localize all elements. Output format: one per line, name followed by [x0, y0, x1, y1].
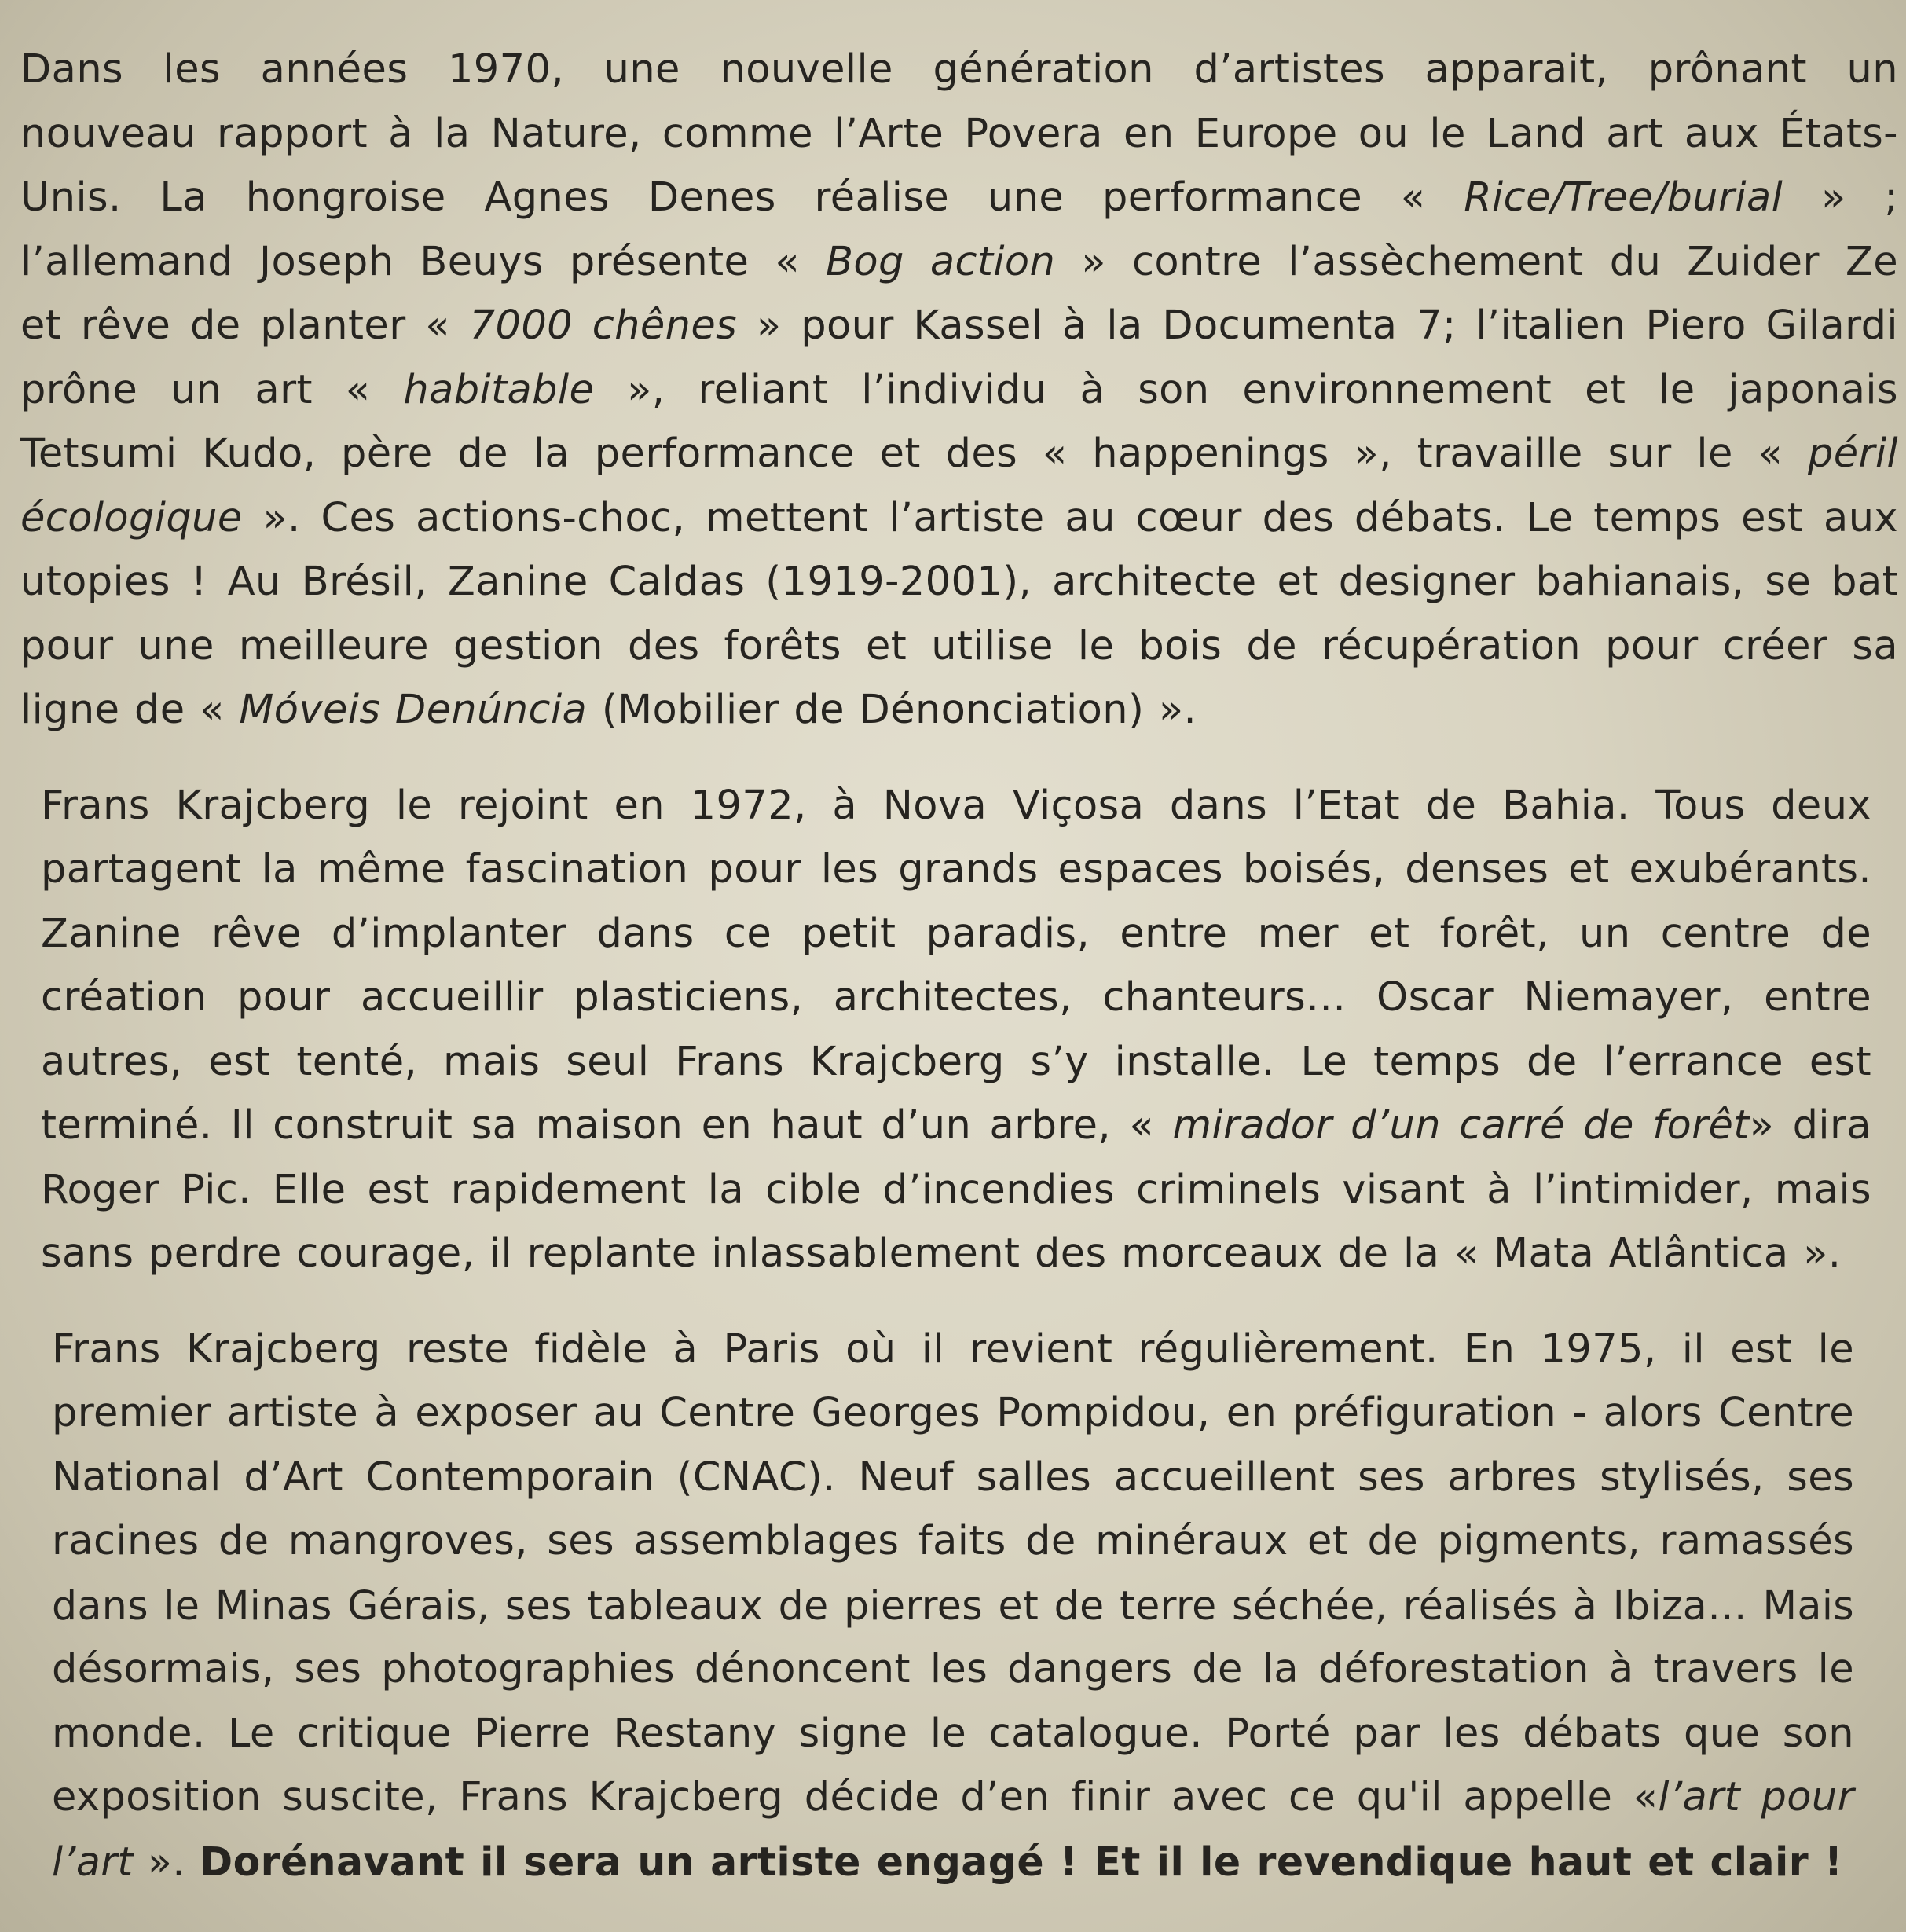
text-line: [20, 422, 1898, 486]
bold-phrase: Dorénavant il sera un artiste engagé ! Et il le revendique haut et clair !: [200, 1838, 1843, 1885]
italic-phrase: péril: [1807, 431, 1898, 477]
text-line: [41, 838, 1871, 902]
text-run: (Mobilier de Dénonciation) ».: [587, 687, 1197, 733]
text-line: [52, 1830, 1854, 1894]
text-line: [52, 1637, 1854, 1702]
text-run: partagent la même fascination pour les grands espaces boisés, denses et exubérants.: [41, 846, 1871, 893]
text-run: racines de mangroves, ses assemblages faits de minéraux et de pigments, ramassés: [52, 1518, 1854, 1564]
text-line: [52, 1318, 1854, 1382]
text-line: [20, 102, 1898, 167]
text-run: premier artiste à exposer au Centre Georges Pompidou, en préfiguration - alors Centre: [52, 1390, 1854, 1436]
text-run: prône un art «: [20, 366, 404, 413]
text-line: [20, 358, 1898, 423]
text-run: ». Ces actions-choc, mettent l’artiste au cœur des débats. Le temps est aux: [242, 494, 1898, 541]
italic-phrase: Rice/Tree/burial: [1464, 174, 1783, 221]
text-run: Roger Pic. Elle est rapidement la cible d’incendies criminels visant à l’intimider, mais: [41, 1166, 1871, 1213]
text-line: [41, 1094, 1871, 1158]
text-line: [20, 678, 1898, 742]
text-line: [20, 230, 1898, 295]
text-run: Frans Krajcberg le rejoint en 1972, à Nova Viçosa dans l’Etat de Bahia. Tous deux: [41, 782, 1871, 829]
text-line: [52, 1574, 1854, 1638]
text-line: [20, 166, 1898, 230]
text-run: pour une meilleure gestion des forêts et utilise le bois de récupération pour créer sa: [20, 622, 1898, 669]
text-run: Frans Krajcberg reste fidèle à Paris où il revient régulièrement. En 1975, il est le: [52, 1325, 1854, 1373]
text-line: [52, 1765, 1854, 1830]
text-line: [52, 1446, 1854, 1510]
text-run: autres, est tenté, mais seul Frans Krajcberg s’y installe. Le temps de l’errance est: [41, 1038, 1871, 1085]
text-line: [20, 614, 1898, 679]
italic-phrase: Bog action: [826, 238, 1056, 285]
text-run: création pour accueillir plasticiens, architectes, chanteurs… Oscar Niemayer, entre: [41, 974, 1871, 1021]
text-line: [52, 1381, 1854, 1446]
text-run: » pour Kassel à la Documenta 7; l’italien Piero Gilardi: [737, 302, 1898, 349]
text-run: l’allemand Joseph Beuys présente «: [20, 238, 827, 285]
text-line: [41, 902, 1871, 966]
text-line: [20, 294, 1898, 358]
text-line: [20, 550, 1898, 614]
text-run: National d’Art Contemporain (CNAC). Neuf salles accueillent ses arbres stylisés, ses: [52, 1454, 1854, 1501]
text-run: », reliant l’individu à son environnement et le japonais: [594, 366, 1898, 413]
italic-phrase: l’art pour: [1658, 1774, 1854, 1820]
text-run: Tetsumi Kudo, père de la performance et des « happenings », travaille sur le «: [20, 431, 1808, 477]
text-run: désormais, ses photographies dénoncent les dangers de la déforestation à travers le: [52, 1646, 1854, 1692]
text-run: Dans les années 1970, une nouvelle génération d’artistes apparait, prônant un: [20, 46, 1898, 93]
text-line: [20, 486, 1898, 551]
text-line: [52, 1702, 1854, 1766]
text-run: terminé. Il construit sa maison en haut d’un arbre, «: [41, 1102, 1173, 1149]
italic-phrase: habitable: [403, 366, 595, 413]
text-run: utopies ! Au Brésil, Zanine Caldas (1919-2001), architecte et designer bahianais, se bat: [20, 559, 1898, 605]
text-line: [41, 966, 1871, 1030]
text-run: ligne de «: [20, 687, 240, 733]
paragraph-1: [20, 38, 1898, 742]
text-run: » contre l’assèchement du Zuider Ze: [1055, 238, 1899, 285]
text-run: monde. Le critique Pierre Restany signe le catalogue. Porté par les débats que son: [52, 1710, 1854, 1757]
italic-phrase: 7000 chênes: [469, 302, 738, 349]
text-run: nouveau rapport à la Nature, comme l’Arte Povera en Europe ou le Land art aux États-: [20, 110, 1898, 157]
text-line: [41, 774, 1871, 838]
text-run: et rêve de planter «: [20, 302, 470, 349]
text-line: [20, 38, 1898, 102]
paragraph-3: [20, 1318, 1898, 1894]
text-run: Unis. La hongroise Agnes Denes réalise une performance «: [20, 174, 1464, 221]
italic-phrase: mirador d’un carré de forêt: [1172, 1102, 1750, 1149]
text-run: dans le Minas Gérais, ses tableaux de pierres et de terre séchée, réalisés à Ibiza… Mais: [52, 1582, 1854, 1629]
text-line: [41, 1030, 1871, 1094]
text-run: sans perdre courage, il replante inlassablement des morceaux de la « Mata Atlântica ».: [41, 1230, 1842, 1277]
text-run: Zanine rêve d’implanter dans ce petit paradis, entre mer et forêt, un centre de: [41, 910, 1871, 957]
text-run: ».: [133, 1838, 200, 1885]
italic-phrase: écologique: [20, 494, 243, 541]
text-run: » dira: [1749, 1102, 1871, 1149]
text-line: [41, 1158, 1871, 1223]
text-run: exposition suscite, Frans Krajcberg décide d’en finir avec ce qu'il appelle «: [52, 1774, 1659, 1820]
italic-phrase: Móveis Denúncia: [239, 687, 588, 733]
italic-phrase: l’art: [52, 1838, 134, 1885]
text-line: [52, 1509, 1854, 1574]
text-run: » ;: [1783, 174, 1898, 221]
text-line: [41, 1222, 1871, 1286]
paragraph-2: [20, 774, 1898, 1286]
